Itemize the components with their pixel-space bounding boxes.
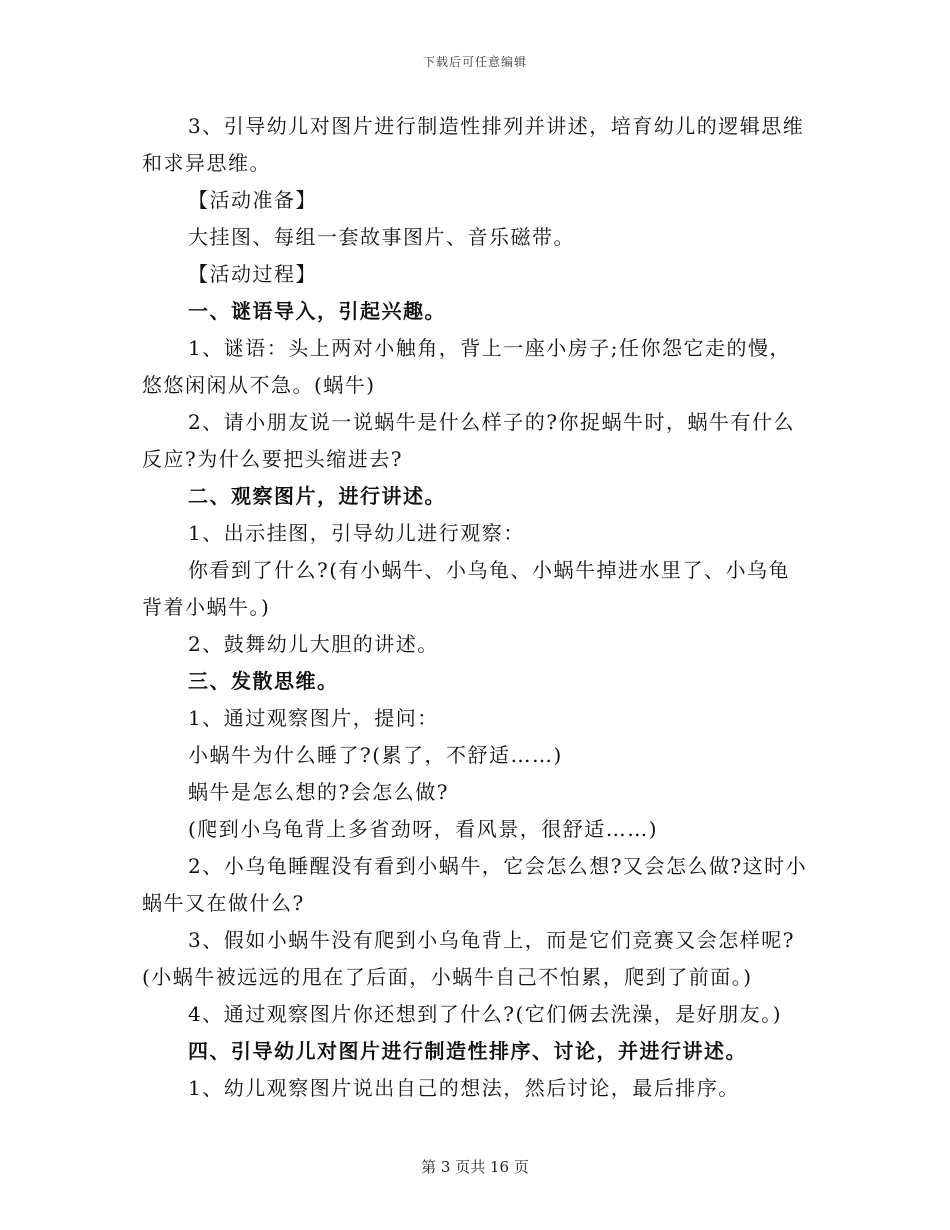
page-content	[142, 108, 810, 1107]
paragraph-what-else: 4、通过观察图片你还想到了什么?(它们俩去洗澡，是好朋友。)	[188, 1002, 783, 1026]
paragraph-materials: 大挂图、每组一套故事图片、音乐磁带。	[188, 225, 575, 249]
paragraph-sorting: 1、幼儿观察图片说出自己的想法，然后讨论，最后排序。	[188, 1076, 740, 1100]
paragraph-snail-question: 2、请小朋友说一说蜗牛是什么样子的?你捉蜗牛时，蜗牛有什么反应?为什么要把头缩进去?	[142, 410, 795, 471]
heading-creative-sorting: 四、引导幼儿对图片进行制造性排序、讨论，并进行讲述。	[188, 1039, 747, 1063]
page-header: 下载后可任意编辑	[422, 55, 527, 69]
paragraph-ask-questions: 1、通过观察图片，提问：	[188, 706, 439, 730]
paragraph-riddle: 1、谜语：头上两对小触角，背上一座小房子;任你怨它走的慢，悠悠闲闲从不急。(蜗牛)	[142, 336, 791, 397]
page-footer: 第 3 页共 16 页	[421, 1158, 529, 1176]
paragraph-what-you-see: 你看到了什么?(有小蜗牛、小乌龟、小蜗牛掉进水里了、小乌龟背着小蜗牛。)	[142, 558, 791, 619]
paragraph-climb-back: (爬到小乌龟背上多省劲呀，看风景，很舒适……)	[188, 817, 659, 841]
paragraph-snail-think: 蜗牛是怎么想的?会怎么做?	[188, 780, 449, 804]
heading-divergent-thinking: 三、发散思维。	[188, 669, 339, 693]
paragraph-encourage: 2、鼓舞幼儿大胆的讲述。	[188, 632, 439, 656]
heading-riddle-intro: 一、谜语导入，引起兴趣。	[188, 299, 446, 323]
paragraph-show-wallchart: 1、出示挂图，引导幼儿进行观察：	[188, 521, 525, 545]
paragraph-1: 3、引导幼儿对图片进行制造性排列并讲述，培育幼儿的逻辑思维和求异思维。	[142, 114, 805, 175]
paragraph-race: 3、假如小蜗牛没有爬到小乌龟背上，而是它们竞赛又会怎样呢?(小蜗牛被远远的甩在了后面，小蜗牛自己不怕累，爬到了前面。)	[142, 928, 795, 989]
heading-observe-pictures: 二、观察图片，进行讲述。	[188, 484, 446, 508]
paragraph-why-sleep: 小蜗牛为什么睡了?(累了，不舒适……)	[188, 743, 563, 767]
section-heading-process: 【活动过程】	[188, 262, 317, 286]
section-heading-preparation: 【活动准备】	[188, 188, 317, 212]
paragraph-turtle-wakes: 2、小乌龟睡醒没有看到小蜗牛，它会怎么想?又会怎么做?这时小蜗牛又在做什么?	[142, 854, 808, 915]
